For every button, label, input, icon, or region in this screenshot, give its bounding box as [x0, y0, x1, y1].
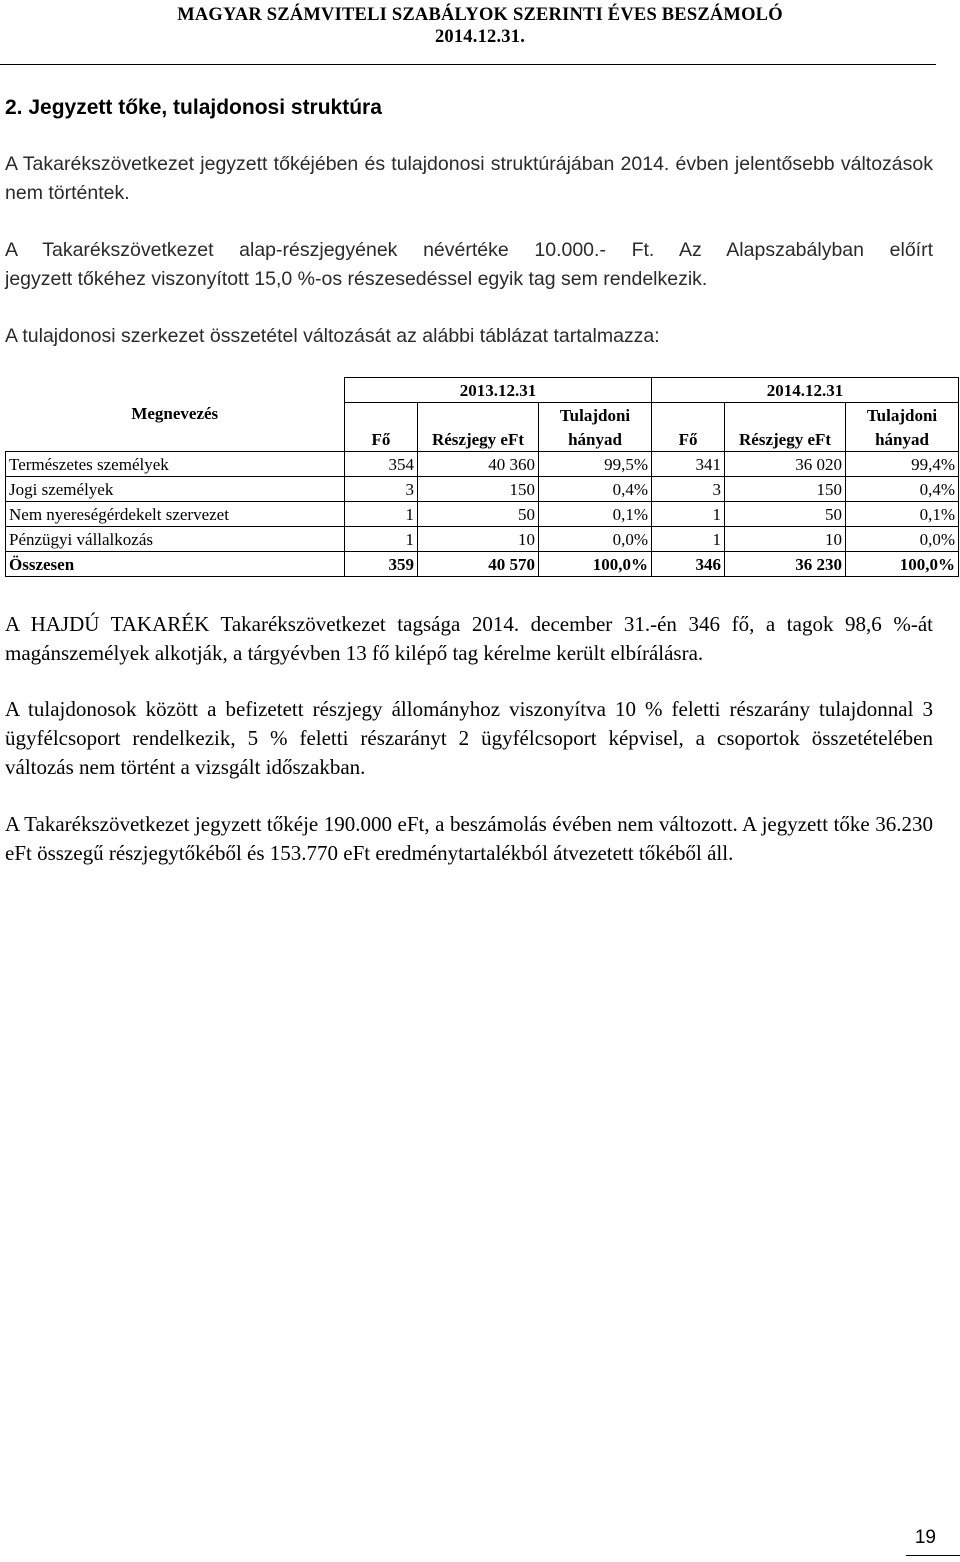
column-header-hanyad-2013: hányad: [539, 427, 652, 452]
header-title: MAGYAR SZÁMVITELI SZABÁLYOK SZERINTI ÉVES BESZÁMOLÓ: [177, 5, 783, 25]
header-date: 2014.12.31.: [434, 27, 526, 47]
header-blank: [345, 403, 418, 428]
table-row: [6, 477, 959, 502]
total-fo-2014: 346: [652, 552, 725, 577]
row-label: Természetes személyek: [6, 452, 345, 477]
column-header-hanyad-2014: hányad: [846, 427, 959, 452]
cell-hanyad-2013: 0,4%: [539, 477, 652, 502]
cell-hanyad-2014: 0,4%: [846, 477, 959, 502]
table-row: [6, 502, 959, 527]
cell-hanyad-2014: 0,1%: [846, 502, 959, 527]
column-header-fo-2014: Fő: [652, 427, 725, 452]
cell-fo-2013: 1: [345, 502, 418, 527]
column-header-tulajdoni-2014: Tulajdoni: [846, 403, 959, 428]
paragraph-membership: A HAJDÚ TAKARÉK Takarékszövetkezet tagsága 2014. december 31.-én 346 fő, a tagok 98,6 %-át magánszemélyek alkotják, a tárgyévben 13 fő kilépő tag kérelme került elbírálásra.: [5, 612, 933, 665]
column-header-reszjegy-2013: Részjegy eFt: [418, 427, 539, 452]
total-reszjegy-2014: 36 230: [725, 552, 846, 577]
paragraph-structure-changes: A Takarékszövetkezet jegyzett tőkéjében és tulajdonosi struktúrájában 2014. évben jelentősebb változások nem történtek.: [5, 153, 933, 204]
cell-reszjegy-2014: 50: [725, 502, 846, 527]
cell-fo-2014: 1: [652, 502, 725, 527]
header-blank: [418, 403, 539, 428]
table-row: [6, 452, 959, 477]
cell-reszjegy-2014: 36 020: [725, 452, 846, 477]
ownership-table: [5, 377, 959, 577]
paragraph-nominal-value-line1: A Takarékszövetkezet alap-részjegyének névértéke 10.000.- Ft. Az Alapszabályban előírt: [5, 239, 933, 261]
cell-reszjegy-2013: 50: [418, 502, 539, 527]
column-header-tulajdoni-2013: Tulajdoni: [539, 403, 652, 428]
page-number: 19: [914, 1527, 936, 1548]
cell-fo-2013: 354: [345, 452, 418, 477]
cell-fo-2013: 1: [345, 527, 418, 552]
cell-fo-2014: 3: [652, 477, 725, 502]
cell-hanyad-2014: 99,4%: [846, 452, 959, 477]
total-fo-2013: 359: [345, 552, 418, 577]
cell-reszjegy-2014: 10: [725, 527, 846, 552]
column-header-reszjegy-2014: Részjegy eFt: [725, 427, 846, 452]
cell-fo-2014: 341: [652, 452, 725, 477]
total-hanyad-2013: 100,0%: [539, 552, 652, 577]
table-total-row: [6, 552, 959, 577]
paragraph-nominal-value-line2: jegyzett tőkéhez viszonyított 15,0 %-os részesedéssel egyik tag sem rendelkezik.: [5, 268, 708, 290]
document-header: [0, 4, 960, 48]
total-hanyad-2014: 100,0%: [846, 552, 959, 577]
cell-hanyad-2014: 0,0%: [846, 527, 959, 552]
column-header-period-2014: 2014.12.31: [652, 378, 959, 403]
section-title: 2. Jegyzett tőke, tulajdonosi struktúra: [5, 96, 382, 119]
column-header-period-2013: 2013.12.31: [345, 378, 652, 403]
paragraph-registered-capital: A Takarékszövetkezet jegyzett tőkéje 190.000 eFt, a beszámolás évében nem változott. A jegyzett tőke 36.230 eFt összegű részjegytőkéből és 153.770 eFt eredménytartalékból átvezetett tőkéből áll.: [5, 812, 933, 865]
header-divider: [0, 64, 936, 65]
cell-fo-2013: 3: [345, 477, 418, 502]
table-header-row-periods: [6, 378, 959, 403]
paragraph-table-intro: A tulajdonosi szerkezet összetétel változását az alábbi táblázat tartalmazza:: [5, 325, 660, 347]
table-row: [6, 527, 959, 552]
header-blank: [652, 403, 725, 428]
column-header-fo-2013: Fő: [345, 427, 418, 452]
cell-hanyad-2013: 0,0%: [539, 527, 652, 552]
cell-reszjegy-2014: 150: [725, 477, 846, 502]
cell-reszjegy-2013: 150: [418, 477, 539, 502]
total-reszjegy-2013: 40 570: [418, 552, 539, 577]
row-label: Pénzügyi vállalkozás: [6, 527, 345, 552]
row-label: Nem nyereségérdekelt szervezet: [6, 502, 345, 527]
cell-hanyad-2013: 0,1%: [539, 502, 652, 527]
footer-divider: [906, 1555, 960, 1556]
cell-reszjegy-2013: 10: [418, 527, 539, 552]
header-blank: [725, 403, 846, 428]
row-label: Jogi személyek: [6, 477, 345, 502]
column-header-name: Megnevezés: [131, 404, 219, 424]
cell-reszjegy-2013: 40 360: [418, 452, 539, 477]
cell-hanyad-2013: 99,5%: [539, 452, 652, 477]
paragraph-owner-groups: A tulajdonosok között a befizetett részjegy állományhoz viszonyítva 10 % feletti részarány tulajdonnal 3 ügyfélcsoport rendelkezik, 5 % feletti részarányt 2 ügyfélcsoport képvisel, a csoportok összetételében változás nem történt a vizsgált időszakban.: [5, 697, 933, 779]
cell-fo-2014: 1: [652, 527, 725, 552]
total-label: Összesen: [6, 552, 345, 577]
